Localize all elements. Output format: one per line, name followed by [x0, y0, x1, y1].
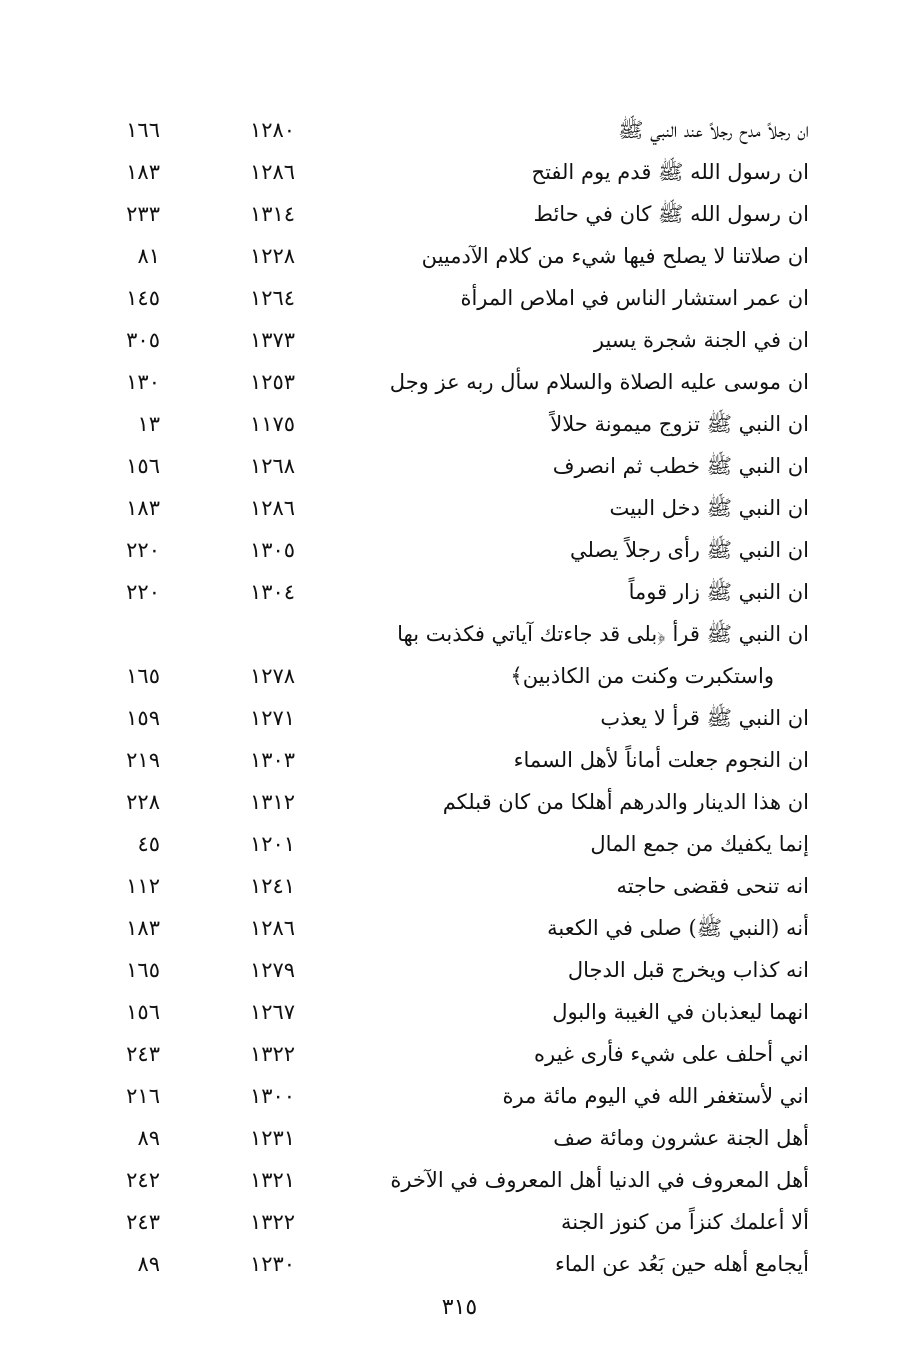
index-row — [0, 530, 919, 570]
hadith-number: ١٢٧١ — [249, 706, 296, 730]
hadith-number: ١٢٣٠ — [249, 1252, 296, 1276]
page-reference: ١٣ — [137, 412, 160, 436]
page-reference — [100, 614, 160, 654]
index-row — [0, 1118, 919, 1158]
hadith-number: ١٣٠٠ — [249, 1084, 296, 1108]
hadith-number: ١٢٧٨ — [249, 664, 296, 688]
hadith-incipit: اني أحلف على شيء فأرى غيره — [534, 1042, 809, 1066]
hadith-number: ١٣٢٢ — [249, 1042, 296, 1066]
hadith-incipit: ان النبي ﷺ تزوج ميمونة حلالاً — [550, 412, 809, 436]
index-row — [0, 110, 919, 150]
hadith-number — [235, 614, 310, 654]
page-reference: ١٥٦ — [126, 1000, 160, 1024]
hadith-number: ١٢٢٨ — [249, 244, 296, 268]
page-reference: ١٣٠ — [126, 370, 160, 394]
hadith-incipit: ان في الجنة شجرة يسير — [593, 328, 809, 352]
page-reference: ٢٤٢ — [126, 1168, 160, 1192]
index-row — [0, 698, 919, 738]
hadith-number: ١٣٠٣ — [249, 748, 296, 772]
page-reference: ٢١٦ — [126, 1084, 160, 1108]
index-row — [0, 236, 919, 276]
index-row — [0, 572, 919, 612]
hadith-incipit: ان النبي ﷺ خطب ثم انصرف — [552, 454, 809, 478]
index-row — [0, 950, 919, 990]
page-reference: ١٨٣ — [126, 916, 160, 940]
index-row — [0, 362, 919, 402]
page-reference: ٢٢٨ — [126, 790, 160, 814]
index-row — [0, 992, 919, 1032]
page-reference: ١٦٦ — [126, 118, 160, 142]
hadith-number: ١٢٠١ — [249, 832, 296, 856]
hadith-number: ١٢٧٩ — [249, 958, 296, 982]
page-reference: ١٥٦ — [126, 454, 160, 478]
hadith-incipit: انه تنحى فقضى حاجته — [616, 874, 809, 898]
page-reference: ٢٢٠ — [126, 580, 160, 604]
hadith-number: ١٢٦٧ — [249, 1000, 296, 1024]
page-reference: ٢٤٣ — [126, 1210, 160, 1234]
hadith-incipit: ان النجوم جعلت أماناً لأهل السماء — [513, 748, 809, 772]
index-row — [0, 404, 919, 444]
hadith-incipit: أهل المعروف في الدنيا أهل المعروف في الآخرة — [390, 1168, 809, 1192]
page-reference: ٨٩ — [137, 1126, 160, 1150]
page-reference: ١٦٥ — [126, 958, 160, 982]
page-reference: ١٤٥ — [126, 286, 160, 310]
index-row — [0, 194, 919, 234]
index-row — [0, 1244, 919, 1284]
index-row — [0, 488, 919, 528]
hadith-number: ١١٧٥ — [249, 412, 296, 436]
page-reference: ١٨٣ — [126, 496, 160, 520]
page-reference: ٢٣٣ — [126, 202, 160, 226]
hadith-incipit: ان رجلاً مدح رجلاً عند النبي ﷺ — [618, 118, 809, 142]
hadith-incipit: ان هذا الدينار والدرهم أهلكا من كان قبلكم — [442, 790, 809, 814]
page-reference: ٤٥ — [137, 832, 160, 856]
hadith-number: ١٣١٢ — [249, 790, 296, 814]
hadith-incipit: ان النبي ﷺ قرأ ﴿بلى قد جاءتك آياتي فكذبت بها — [397, 622, 809, 646]
page-reference: ١٦٥ — [126, 664, 160, 688]
hadith-number: ١٢٨٦ — [249, 160, 296, 184]
index-row — [0, 740, 919, 780]
hadith-number: ١٣١٤ — [249, 202, 296, 226]
hadith-number: ١٢٥٣ — [249, 370, 296, 394]
hadith-incipit: انه كذاب ويخرج قبل الدجال — [567, 958, 809, 982]
hadith-number: ١٢٨٦ — [249, 916, 296, 940]
hadith-incipit: اني لأستغفر الله في اليوم مائة مرة — [502, 1084, 809, 1108]
hadith-incipit: ان رسول الله ﷺ كان في حائط — [533, 202, 809, 226]
hadith-incipit: ان صلاتنا لا يصلح فيها شيء من كلام الآدميين — [421, 244, 809, 268]
hadith-number: ١٣٢١ — [249, 1168, 296, 1192]
hadith-incipit: ان النبي ﷺ رأى رجلاً يصلي — [570, 538, 809, 562]
page-reference: ٨١ — [137, 244, 160, 268]
page-reference: ٢٢٠ — [126, 538, 160, 562]
page-reference: ٢١٩ — [126, 748, 160, 772]
hadith-incipit: ان رسول الله ﷺ قدم يوم الفتح — [531, 160, 809, 184]
hadith-number: ١٣٠٥ — [249, 538, 296, 562]
hadith-incipit: ان النبي ﷺ زار قوماً — [628, 580, 809, 604]
hadith-incipit-continuation: واستكبرت وكنت من الكاذبين﴾ — [510, 664, 774, 688]
hadith-number: ١٣٠٤ — [249, 580, 296, 604]
index-row — [0, 656, 919, 696]
index-row — [0, 1034, 919, 1074]
page-reference: ٨٩ — [137, 1252, 160, 1276]
hadith-incipit: ان موسى عليه الصلاة والسلام سأل ربه عز وجل — [389, 370, 809, 394]
hadith-incipit: أنه (النبي ﷺ) صلى في الكعبة — [547, 916, 809, 940]
hadith-incipit: ألا أعلمك كنزاً من كنوز الجنة — [560, 1210, 809, 1234]
hadith-incipit: أيجامع أهله حين بَعُد عن الماء — [554, 1252, 809, 1276]
index-row — [0, 1076, 919, 1116]
hadith-incipit: ان عمر استشار الناس في املاص المرأة — [460, 286, 809, 310]
hadith-number: ١٢٨٦ — [249, 496, 296, 520]
hadith-incipit: انهما ليعذبان في الغيبة والبول — [552, 1000, 809, 1024]
hadith-number: ١٢٤١ — [249, 874, 296, 898]
page-reference: ١٨٣ — [126, 160, 160, 184]
page-reference: ٣٠٥ — [126, 328, 160, 352]
index-row — [0, 908, 919, 948]
hadith-incipit: أهل الجنة عشرون ومائة صف — [553, 1126, 809, 1150]
page-reference: ١١٢ — [126, 874, 160, 898]
index-row — [0, 320, 919, 360]
index-row — [0, 446, 919, 486]
index-row — [0, 278, 919, 318]
index-row — [0, 866, 919, 906]
index-row — [0, 614, 919, 654]
index-row — [0, 782, 919, 822]
hadith-incipit: ان النبي ﷺ قرأ لا يعذب — [600, 706, 809, 730]
hadith-number: ١٢٦٤ — [249, 286, 296, 310]
hadith-incipit: إنما يكفيك من جمع المال — [590, 832, 809, 856]
index-row — [0, 152, 919, 192]
index-row — [0, 1160, 919, 1200]
hadith-number: ١٣٢٢ — [249, 1210, 296, 1234]
page-reference: ٢٤٣ — [126, 1042, 160, 1066]
hadith-number: ١٣٧٣ — [249, 328, 296, 352]
page-number: ٣١٥ — [441, 1295, 478, 1320]
hadith-number: ١٢٣١ — [249, 1126, 296, 1150]
index-row — [0, 1202, 919, 1242]
hadith-number: ١٢٨٠ — [249, 118, 296, 142]
hadith-number: ١٢٦٨ — [249, 454, 296, 478]
index-row — [0, 824, 919, 864]
page-reference: ١٥٩ — [126, 706, 160, 730]
hadith-incipit: ان النبي ﷺ دخل البيت — [609, 496, 809, 520]
